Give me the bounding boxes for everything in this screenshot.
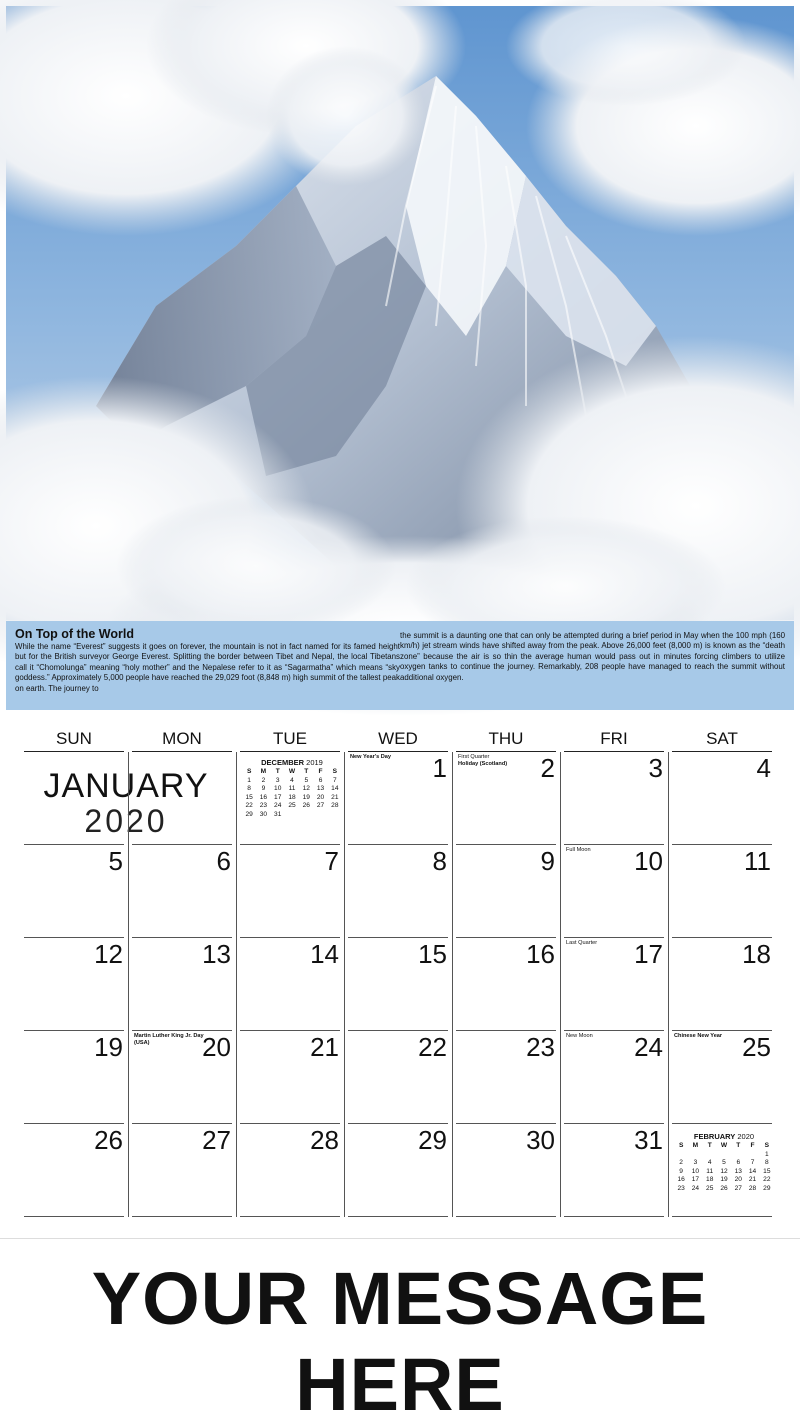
calendar-grid: [20, 752, 776, 1220]
weekday-sun: SUN: [20, 728, 128, 752]
day-number: 9: [540, 846, 555, 876]
day-number: 19: [94, 1032, 123, 1062]
day-cell-23: [452, 1031, 560, 1124]
day-cell-13: [128, 938, 236, 1031]
weekday-wed: WED: [344, 728, 452, 752]
day-cell-15: [344, 938, 452, 1031]
day-cell-14: [236, 938, 344, 1031]
day-number: 31: [634, 1125, 663, 1155]
day-cell-10: [560, 845, 668, 938]
day-cell-16: [452, 938, 560, 1031]
day-number: 17: [634, 939, 663, 969]
day-number: 6: [216, 846, 231, 876]
mini-calendar-title: FEBRUARY 2020: [693, 1132, 755, 1141]
mini-calendar-days: S M T W T F S 1 2 3 4 5 6 7 8 9 10 11 12 13 14 15 16 17 18 19 20 21 22 23 24 25 26 27 28 29: [677, 1142, 771, 1192]
day-cell-26: [20, 1124, 128, 1217]
day-number: 7: [324, 846, 339, 876]
day-number: 18: [742, 939, 771, 969]
article-title: On Top of the World: [15, 627, 134, 641]
day-number: 26: [94, 1125, 123, 1155]
weekday-tue: TUE: [236, 728, 344, 752]
day-cell-1: [344, 752, 452, 845]
day-cell-3: [560, 752, 668, 845]
footer-divider: [0, 1238, 800, 1239]
day-cell-19: [20, 1031, 128, 1124]
day-note: Martin Luther King Jr. Day (USA): [134, 1033, 204, 1046]
day-cell-21: [236, 1031, 344, 1124]
day-number: 28: [310, 1125, 339, 1155]
day-number: 29: [418, 1125, 447, 1155]
day-number: 23: [526, 1032, 555, 1062]
day-number: 11: [744, 846, 771, 876]
leading-cell: [128, 752, 236, 845]
article-column-1: While the name “Everest” suggests it goes on forever, the mountain is not in fact named for its famed height but for the British surveyor George Everest. Splitting the border between Tibet and Nepal, the local Tibetans call it “Chomolunga” meaning “holy mother” and the Nepalese refer to it as “Sagarmatha” which means “sky goddess.” Approximately 5,000 people have reached the 29,029 foot (8,848 m) high summit of the tallest peak on earth. The journey to: [15, 642, 400, 693]
day-cell-5: [20, 845, 128, 938]
day-cell-28: [236, 1124, 344, 1217]
day-cell-27: [128, 1124, 236, 1217]
day-number: 27: [202, 1125, 231, 1155]
day-number: 10: [634, 846, 663, 876]
day-cell-29: [344, 1124, 452, 1217]
day-number: 5: [108, 846, 123, 876]
day-note: New Moon: [566, 1033, 593, 1039]
month-name: JANUARY: [43, 767, 209, 805]
day-cell-9: [452, 845, 560, 938]
day-note: Last Quarter: [566, 940, 598, 946]
day-cell-2: [452, 752, 560, 845]
day-cell-30: [452, 1124, 560, 1217]
day-cell-18: [668, 938, 776, 1031]
weekday-sat: SAT: [668, 728, 776, 752]
everest-peak-illustration: [6, 6, 794, 620]
mini-calendar-february: [674, 1132, 774, 1194]
day-cell-24: [560, 1031, 668, 1124]
day-cell-20: [128, 1031, 236, 1124]
day-number: 20: [202, 1032, 231, 1062]
day-cell-25: [668, 1031, 776, 1124]
day-cell-12: [20, 938, 128, 1031]
day-number: 30: [526, 1125, 555, 1155]
day-note: Full Moon: [566, 847, 591, 853]
description-band: [6, 621, 794, 710]
day-number: 8: [432, 846, 447, 876]
day-number: 16: [526, 939, 555, 969]
day-cell-11: [668, 845, 776, 938]
leading-cell: [20, 752, 128, 845]
weekday-header: [20, 728, 776, 752]
day-note: First Quarter Holiday (Scotland): [458, 754, 508, 767]
article-column-2: the summit is a daunting one that can only be attempted during a brief period in May when the 100 mph (160 km/h) jet stream winds have shifted away from the peak. Above 26,000 feet (8,000 m) is known as the “death zone” because the air is so thin the average human would pass out in minutes forcing climbers to utilize oxygen tanks to continue the journey. Remarkably, 208 people have managed to reach the summit without additional oxygen.: [400, 631, 785, 682]
day-number: 4: [756, 753, 771, 783]
day-number: 14: [310, 939, 339, 969]
day-cell-7: [236, 845, 344, 938]
day-number: 22: [418, 1032, 447, 1062]
day-number: 25: [742, 1032, 771, 1062]
day-cell-31: [560, 1124, 668, 1217]
day-number: 24: [634, 1032, 663, 1062]
mountain-photo: [6, 6, 794, 620]
day-number: 12: [94, 939, 123, 969]
day-number: 13: [202, 939, 231, 969]
custom-message: YOUR MESSAGE HERE: [91, 1257, 709, 1426]
day-cell-4: [668, 752, 776, 845]
mini-calendar-december: [242, 758, 342, 820]
weekday-fri: FRI: [560, 728, 668, 752]
month-year: 2020: [84, 803, 168, 839]
mini-calendar-days: S M T W T F S 1 2 3 4 5 6 7 8 9 10 11 12 13 14 15 16 17 18 19 20 21 22 23 24 25 26 27 28 29 30 31: [245, 768, 339, 818]
day-number: 3: [648, 753, 663, 783]
day-number: 2: [540, 753, 555, 783]
day-cell-17: [560, 938, 668, 1031]
day-note: New Year's Day: [350, 754, 392, 760]
day-number: 1: [432, 753, 447, 783]
weekday-mon: MON: [128, 728, 236, 752]
day-number: 21: [310, 1032, 339, 1062]
day-number: 15: [418, 939, 447, 969]
weekday-thu: THU: [452, 728, 560, 752]
day-cell-6: [128, 845, 236, 938]
day-note: Chinese New Year: [674, 1033, 723, 1039]
day-cell-8: [344, 845, 452, 938]
day-cell-22: [344, 1031, 452, 1124]
mini-calendar-title: DECEMBER 2019: [261, 758, 323, 767]
